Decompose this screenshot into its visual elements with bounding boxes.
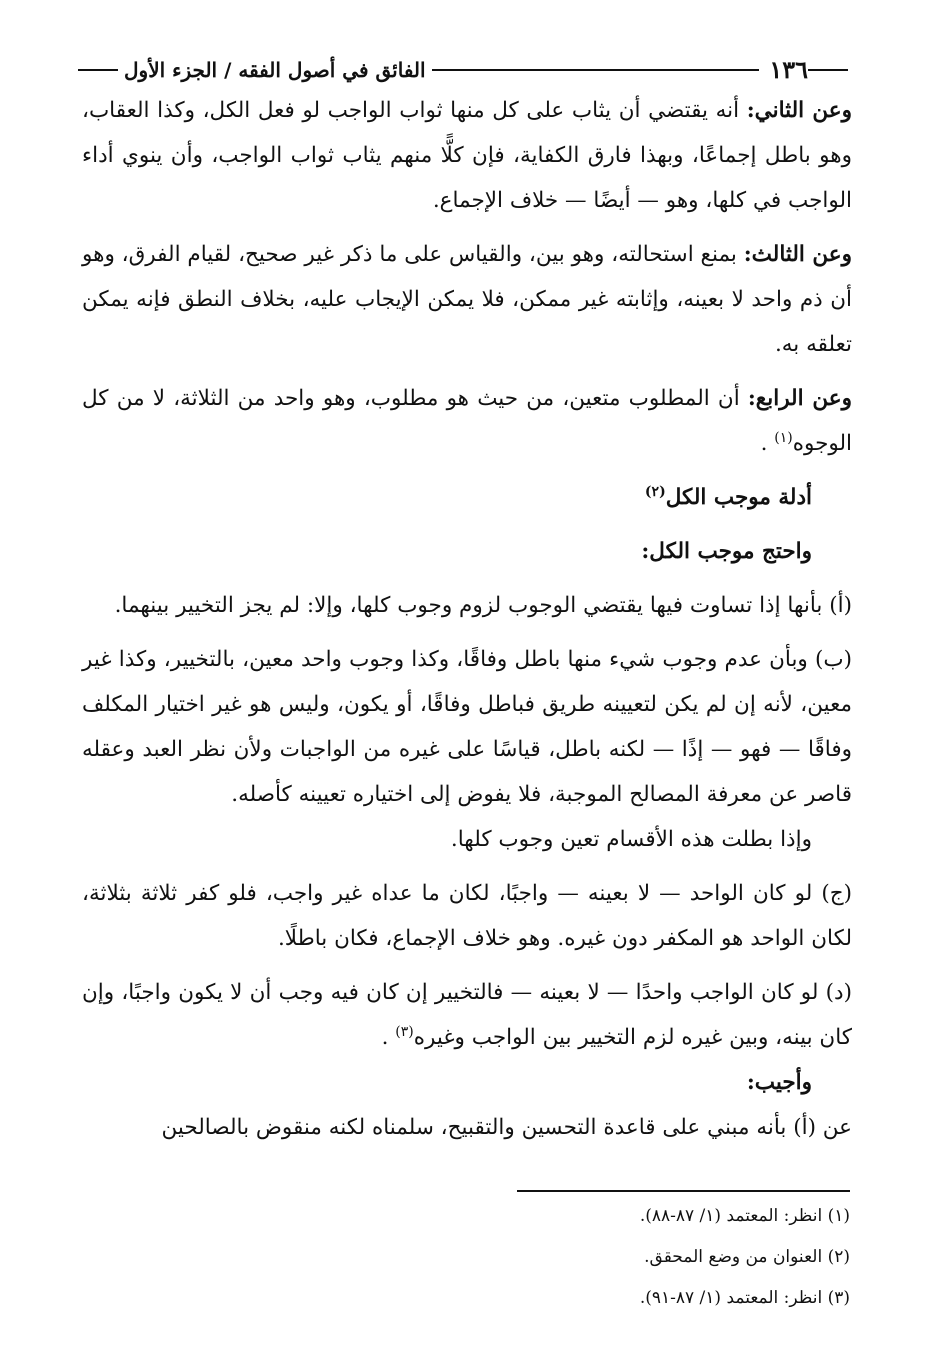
header-rule-middle — [432, 69, 760, 71]
paragraph-third-answer — [82, 232, 852, 367]
paragraph-end: . — [760, 431, 775, 456]
page-number: ١٣٦ — [769, 55, 808, 84]
paragraph-text: بمنع استحالته، وهو بين، والقياس على ما ذكر غير صحيح، لقيام الفرق، وهو أن ذم واحد لا بعينه، وإثابته غير ممكن، فلا يمكن الإيجاب عليه، بخلاف النطق فإنه يمكن تعلقه به. — [82, 242, 852, 357]
argument-d-text: (د) لو كان الواجب واحدًا — لا بعينه — فالتخيير إن كان فيه وجب أن لا يكون واجبًا، وإن كان بينه، وبين غيره لزم التخيير بين الواجب وغيره — [82, 980, 852, 1050]
paragraph-fourth-answer — [82, 376, 852, 466]
running-header — [78, 52, 854, 88]
argument-d-end: . — [381, 1025, 396, 1050]
section-heading-text: أدلة موجب الكل — [665, 485, 812, 510]
argument-b-conclusion: وإذا بطلت هذه الأقسام تعين وجوب كلها. — [450, 827, 812, 852]
paragraph-lead: وعن الثاني: — [746, 98, 852, 123]
argument-b: (ب) وبأن عدم وجوب شيء منها باطل وفاقًا، وكذا وجوب واحد معين، بالتخيير، وكذا غير معين، لأنه إن لم يكن لتعيينه طريق فباطل وفاقًا، أو يكون، وليس هو غير اختيار المكلف وفاقًا — فهو — إذًا — لكنه باطل، قياسًا على غيره من الواجبات ولأن نظر العبد وعقله قاصر عن معرفة المصالح الموجبة، فلا يفوض إلى اختياره تعيينه كأصله. — [82, 647, 852, 807]
body-text — [82, 88, 852, 1159]
paragraph-lead: وعن الرابع: — [747, 386, 852, 411]
footnote-1: (١) انظر: المعتمد (١/ ٨٧-٨٨). — [639, 1206, 850, 1226]
footnote-ref-3: (٣) — [395, 1023, 414, 1040]
header-rule-right — [808, 69, 848, 71]
footnote-ref-1: (١) — [774, 429, 793, 446]
argument-d — [82, 970, 852, 1060]
footnote-2: (٢) العنوان من وضع المحقق. — [644, 1247, 850, 1267]
paragraph-lead: وعن الثالث: — [743, 242, 852, 267]
answer-a-text: عن (أ) بأنه مبني على قاعدة التحسين والتقبيح، سلمناه لكنه منقوض بالصالحين — [161, 1115, 852, 1140]
header-rule-left — [78, 69, 118, 71]
footnote-ref-2: (٢) — [644, 483, 666, 500]
argument-c: (ج) لو كان الواحد — لا بعينه — واجبًا، لكان ما عداه غير واجب، فلو كفر ثلاثة بثلاثة، لكان الواحد هو المكفر دون غيره. وهو خلاف الإجماع، فكان باطلًا. — [82, 881, 852, 951]
paragraph-text: أنه يقتضي أن يثاب على كل منها ثواب الواجب لو فعل الكل، وكذا العقاب، وهو باطل إجماعًا، وبهذا فارق الكفاية، فإن كلًّا منهم يثاب ثواب الواجب، وأن ينوي أداء الواجب في كلها، وهو — أيضًا — خلاف الإجماع. — [82, 98, 852, 213]
footnotes — [82, 1196, 850, 1319]
section-heading — [82, 475, 852, 520]
answer-heading: وأجيب: — [746, 1070, 812, 1095]
footnote-separator — [517, 1190, 850, 1192]
sub-heading: واحتج موجب الكل: — [641, 539, 812, 564]
argument-a: (أ) بأنها إذا تساوت فيها يقتضي الوجوب لزوم وجوب كلها، وإلا: لم يجز التخيير بينهما. — [114, 593, 852, 618]
book-title: الفائق في أصول الفقه / الجزء الأول — [124, 58, 426, 82]
paragraph-text: أن المطلوب متعين، من حيث هو مطلوب، وهو واحد من الثلاثة، لا من كل الوجوه — [82, 386, 852, 456]
paragraph-second-answer — [82, 88, 852, 223]
footnote-3: (٣) انظر: المعتمد (١/ ٨٧-٩١). — [639, 1288, 850, 1308]
